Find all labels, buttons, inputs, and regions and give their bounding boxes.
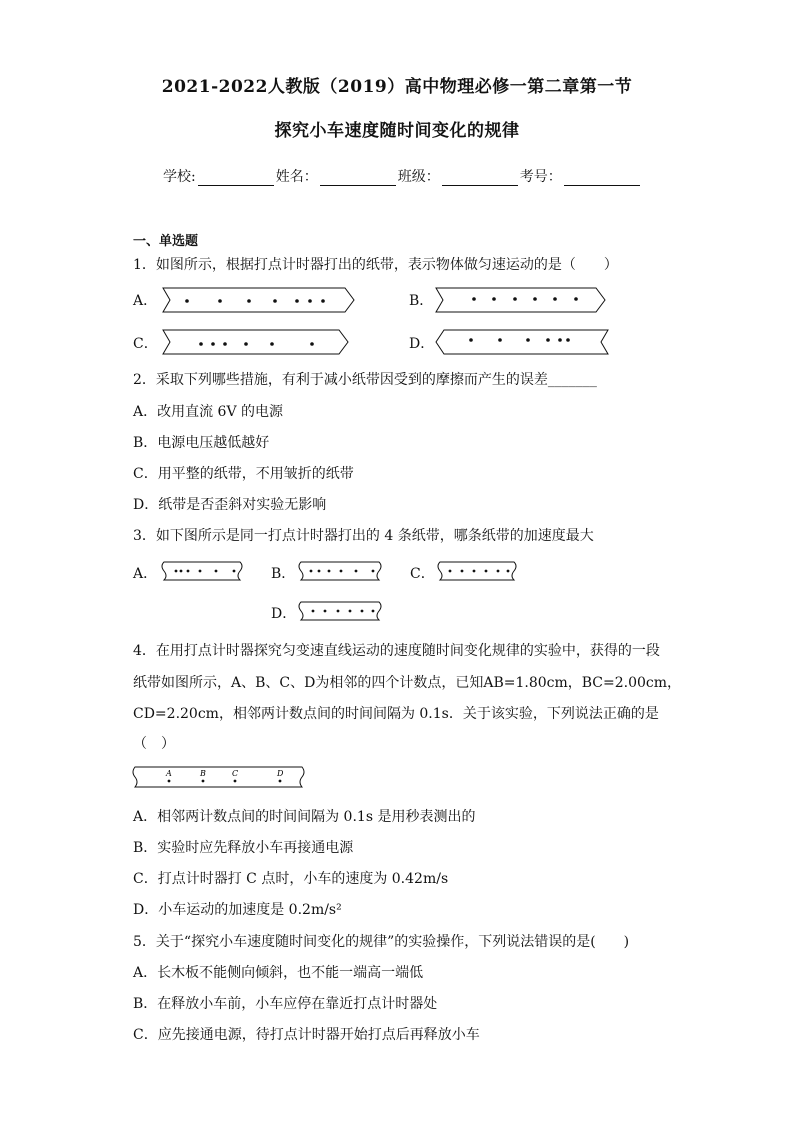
q4-point-c-label: C xyxy=(232,769,239,778)
q1-tape-c xyxy=(160,328,350,356)
title-line-2: 探究小车速度随时间变化的规律 xyxy=(274,121,520,141)
q3-option-d-label: D． xyxy=(271,606,297,622)
q2-option-a: A．改用直流 6V 的电源 xyxy=(133,404,284,420)
school-label: 学校: xyxy=(163,169,196,185)
question-4-line-3: CD=2.20cm，相邻两计数点间的时间间隔为 0.1s．关于该实验，下列说法正确的是 xyxy=(133,706,659,722)
q1-tape-a xyxy=(160,286,356,314)
q3-tape-b xyxy=(297,559,387,583)
q4-point-d-label: D xyxy=(277,769,284,778)
q4-option-b: B．实验时应先释放小车再接通电源 xyxy=(133,840,354,856)
q4-option-c: C．打点计时器打 C 点时，小车的速度为 0.42m/s xyxy=(133,871,449,887)
q1-option-b-label: B． xyxy=(409,293,434,309)
question-2-stem: 2．采取下列哪些措施，有利于减小纸带因受到的摩擦而产生的误差_______ xyxy=(133,372,597,388)
student-info-row xyxy=(163,166,642,186)
q4-option-d: D．小车运动的加速度是 0.2m/s² xyxy=(133,902,342,918)
q3-tape-c xyxy=(436,559,522,583)
q4-point-a-label: A xyxy=(166,769,172,778)
q5-option-b: B．在释放小车前，小车应停在靠近打点计时器处 xyxy=(133,996,438,1012)
q3-option-a-label: A． xyxy=(133,566,158,582)
title-line-1: 2021-2022人教版（2019）高中物理必修一第二章第一节 xyxy=(161,77,633,97)
question-1-stem: 1．如图所示，根据打点计时器打出的纸带，表示物体做匀速运动的是（ ） xyxy=(133,257,618,273)
q3-option-c-label: C． xyxy=(410,566,435,582)
section-heading: 一、单选题 xyxy=(133,234,199,249)
class-label: 班级： xyxy=(397,169,440,185)
question-3-stem: 3．如下图所示是同一打点计时器打出的 4 条纸带，哪条纸带的加速度最大 xyxy=(133,528,594,544)
school-blank[interactable] xyxy=(198,171,274,186)
name-blank[interactable] xyxy=(320,171,396,186)
question-4-line-1: 4．在用打点计时器探究匀变速直线运动的速度随时间变化规律的实验中，获得的一段 xyxy=(133,643,660,659)
question-5-stem: 5．关于“探究小车速度随时间变化的规律”的实验操作，下列说法错误的是( ) xyxy=(133,934,630,950)
question-4-line-2: 纸带如图所示，A、B、C、D为相邻的四个计数点，已知AB=1.80cm，BC=2.00cm， xyxy=(133,675,682,691)
q1-option-c-label: C． xyxy=(133,336,158,352)
q2-option-c: C．用平整的纸带，不用皱折的纸带 xyxy=(133,466,354,482)
q1-option-d-label: D． xyxy=(409,336,435,352)
q5-option-a: A．长木板不能侧向倾斜，也不能一端高一端低 xyxy=(133,965,424,981)
q4-tape xyxy=(130,764,310,790)
q3-option-b-label: B． xyxy=(271,566,296,582)
q1-tape-d xyxy=(434,328,614,356)
q5-option-c: C．应先接通电源，待打点计时器开始打点后再释放小车 xyxy=(133,1027,480,1043)
question-4-line-4: （ ） xyxy=(133,736,175,752)
q2-option-d: D．纸带是否歪斜对实验无影响 xyxy=(133,497,327,513)
q2-option-b: B．电源电压越低越好 xyxy=(133,435,270,451)
number-blank[interactable] xyxy=(564,171,640,186)
q3-tape-d xyxy=(297,599,387,623)
q4-option-a: A．相邻两计数点间的时间间隔为 0.1s 是用秒表测出的 xyxy=(133,809,476,825)
q4-point-b-label: B xyxy=(200,769,206,778)
q3-tape-a xyxy=(160,559,248,583)
number-label: 考号： xyxy=(519,169,562,185)
q1-option-a-label: A． xyxy=(133,293,158,309)
q1-tape-b xyxy=(433,286,607,314)
class-blank[interactable] xyxy=(442,171,518,186)
name-label: 姓名： xyxy=(275,169,318,185)
